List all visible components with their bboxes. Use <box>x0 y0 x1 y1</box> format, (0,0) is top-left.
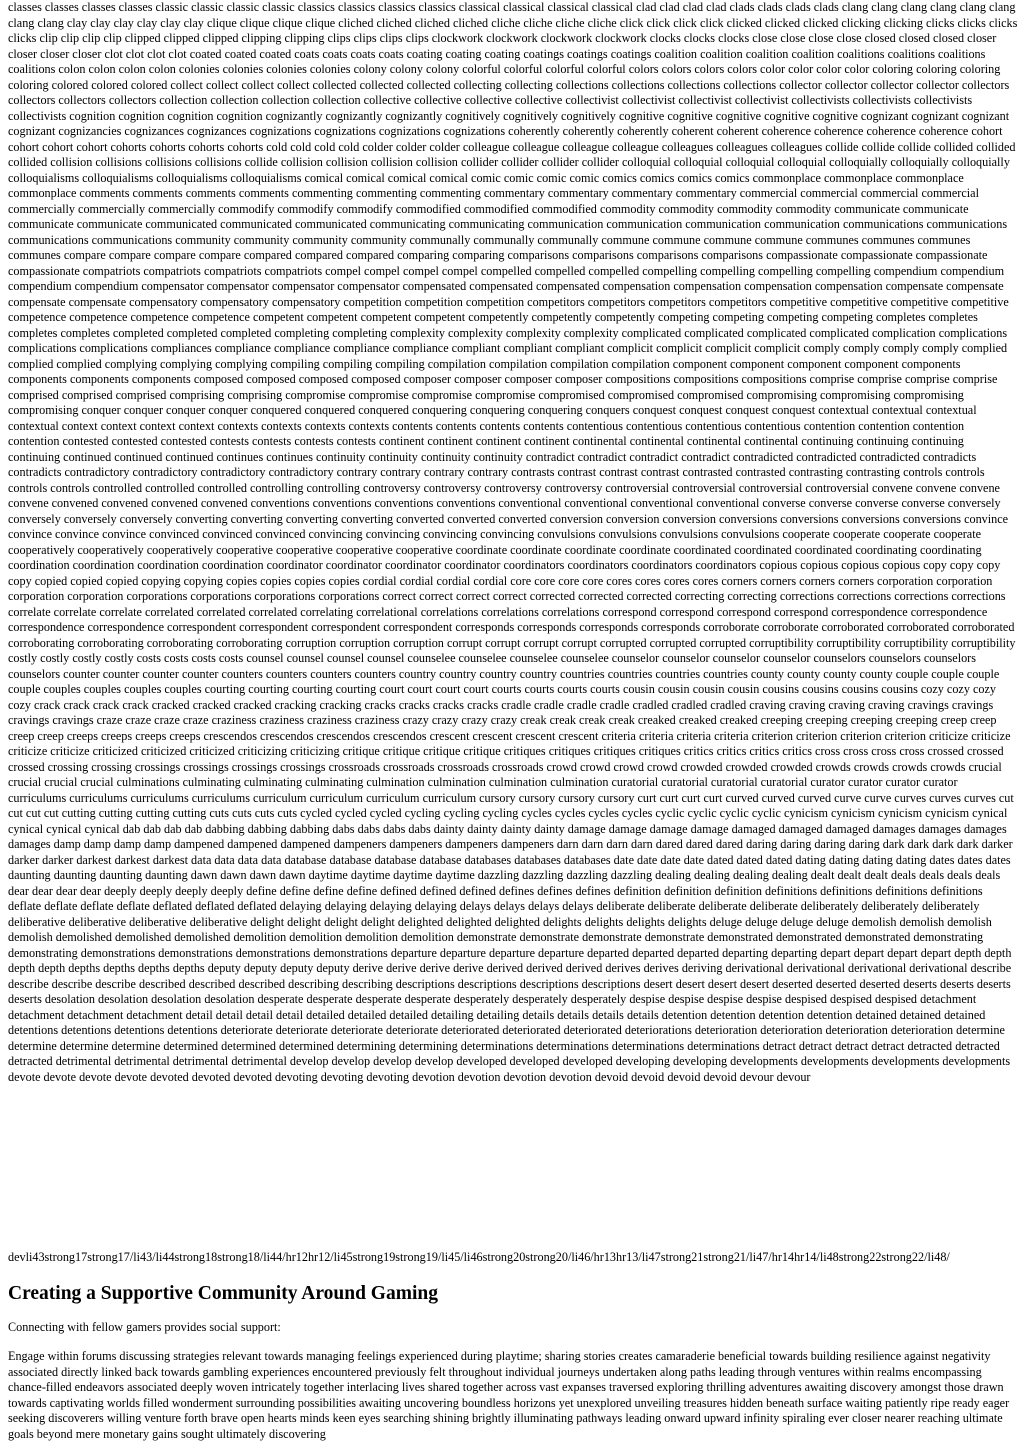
body-paragraph: Engage within forums discussing strategies relevant towards managing feelings experienced during playtime; sharing stories creates camaraderie beneficial towards building resilience against negativity associated directly linked back towards gambling experiences encountered previously felt throughout individual journeys undertaken along paths leading through ventures within realms encompassing chance-filled endeavors associated deeply woven intricately together interlacing lives shared together across vast expanses traversed exploring thrilling adventures awaiting discovery amongst those drawn towards captivating worlds filled wonderment surrounding possibilities awaiting uncovering boundless horizons yet unexplored unveiling treasures hidden beneath surface waiting patiently ripe ready eager seeking discoverers willing venture forth brave open hearts minds keen eyes searching shining brightly illuminating pathways leading onward upward infinity spiraling ever closer nearer reaching ultimate goals beyond mere monetary gains sought ultimately discovering <box>8 1349 1010 1441</box>
markup-residue-line: devli43strong17strong17/li43/li44strong18strong18/li44/hr12hr12/li45strong19strong19/li45/li46strong20strong20/li46/hr13hr13/li47strong21strong21/li47/hr14hr14/li48strong22strong22/li48/ <box>8 1250 950 1264</box>
document-page <box>8 0 1018 1442</box>
section-heading: Creating a Supportive Community Around Gaming <box>8 1282 438 1304</box>
intro-sentence: Connecting with fellow gamers provides social support: <box>8 1319 281 1334</box>
word-list-block: classes classes classes classes classic classic classic classic classics classics classics classics classical classical classical classical clad clad clad clad clads clads clads clads clang clang clang clang clang clang clang clang clay clay clay clay clay clay clique clique clique clique cliched cliched cliched cliched cliche cliche cliche cliche click click click click clicked clicked clicked clicking clicking clicks clicks clicks clicks clip clip clip clip clipped clipped clipped clipping clipping clips clips clips clips clockwork clockwork clockwork clockwork clocks clocks clocks close close close close closed closed closed closer closer closer closer clot clot clot clot coated coated coated coats coats coats coats coating coating coating coatings coatings coatings coalition coalition coalition coalition coalitions coalitions coalitions coalitions colon colon colon colon colonies colonies colonies colonies colony colony colony colorful colorful colorful colorful colors colors colors colors color color color color coloring coloring coloring coloring colored colored colored collect collect collect collect collected collected collected collecting collecting collections collections collections collections collector collector collector collector collectors collectors collectors collectors collection collection collection collection collective collective collective collective collectivist collectivist collectivist collectivist collectivists collectivists collectivists collectivists cognition cognition cognition cognition cognizantly cognizantly cognizantly cognitively cognitively cognitively cognitive cognitive cognitive cognitive cognitive cognizant cognizant cognizant cognizant cognizancies cognizances cognizances cognizations cognizations cognizations cognizations coherently coherently coherently coherent coherent coherence coherence coherence coherence cohort cohort cohort cohort cohorts cohorts cohorts cohorts cold cold cold cold colder colder colder colleague colleague colleague colleague colleagues colleagues colleagues collide collide collide collided collided collided collision collisions collisions collisions collide collision collision collision collision collider collider collider collider colloquial colloquial colloquial colloquial colloquially colloquially colloquially colloquialisms colloquialisms colloquialisms colloquialisms comical comical comical comical comic comic comic comic comics comics comics comics commonplace commonplace commonplace commonplace comments comments comments comments commenting commenting commenting commentary commentary commentary commentary commercial commercial commercial commercial commercially commercially commercially commodify commodify commodify commodified commodified commodified commodity commodity commodity commodity communicate communicate communicate communicate communicated communicated communicated communicating communicating communication communication communication communication communications communications communications communications community community community community communally communally communally commune commune commune commune communes communes communes communes compare compare compare compare compared compared compared comparing comparing comparisons comparisons comparisons comparisons compassionate compassionate compassionate compassionate compatriots compatriots compatriots compatriots compel compel compel compel compelled compelled compelled compelling compelling compelling compelling compendium compendium compendium compendium compensator compensator compensator compensator compensated compensated compensated compensation compensation compensation compensation compensate compensate compensate compensate compensatory compensatory compensatory competition competition competition competitors competitors competitors competitors competitive competitive competitive competitive competence competence competence competence competent competent competent competent competently competently competently competing competing competing competing completes completes completes completes completed completed completed completing completing complexity complexity complexity complexity complicated complicated complicated complicated complication complications complications complications compliances compliance compliance compliance compliance compliant compliant compliant complicit complicit complicit complicit comply comply comply comply complied complied complied complying complying complying compiling compiling compiling compilation compilation compilation compilation component component component component components components components components composed composed composed composed composer composer composer composer compositions compositions compositions comprise comprise comprise comprise comprised comprised comprised comprising comprising compromise compromise compromise compromise compromised compromised compromised compromising compromising compromising compromising conquer conquer conquer conquer conquered conquered conquered conquering conquering conquering conquers conquest conquest conquest conquest contextual contextual contextual contextual context context context context contexts contexts contexts contexts contents contents contents contents contentious contentious contentious contentious contention contention contention contention contested contested contested contests contests contests contests continent continent continent continent continental continental continental continental continuing continuing continuing continuing continued continued continued continues continues continuity continuity continuity continuity contradict contradict contradict contradict contradicted contradicted contradicted contradicts contradicts contradictory contradictory contradictory contradictory contrary contrary contrary contrary contrasts contrast contrast contrast contrasted contrasted contrasting contrasting controls controls controls controls controlled controlled controlled controlling controlling controversy controversy controversy controversy controversial controversial controversial controversial convene convene convene convene convened convened convened convened conventions conventions conventions conventions conventional conventional conventional conventional converse converse converse converse conversely conversely conversely conversely converting converting converting converting converted converted converted conversion conversion conversion conversions conversions conversions conversions convince convince convince convince convinced convinced convinced convincing convincing convincing convincing convulsions convulsions convulsions convulsions cooperate cooperate cooperate cooperate cooperatively cooperatively cooperatively cooperative cooperative cooperative cooperative coordinate coordinate coordinate coordinate coordinated coordinated coordinated coordinating coordinating coordination coordination coordination coordination coordinator coordinator coordinator coordinator coordinators coordinators coordinators coordinators copious copious copious copious copy copy copy copy copied copied copied copying copying copies copies copies copies cordial cordial cordial cordial core core core core cores cores cores cores corners corners corners corners corporation corporation corporation corporation corporations corporations corporations corporations correct correct correct correct corrected corrected corrected correcting correcting corrections corrections corrections corrections correlate correlate correlate correlated correlated correlated correlating correlational correlations correlations correlations correspond correspond correspond correspond correspondence correspondence correspondence correspondence correspondent correspondent correspondent correspondent corresponds corresponds corresponds corresponds corroborate corroborate corroborated corroborated corroborated corroborating corroborating corroborating corroborating corruption corruption corruption corrupt corrupt corrupt corrupt corrupted corrupted corrupted corruptibility corruptibility corruptibility corruptibility costly costly costly costly costs costs costs costs counsel counsel counsel counsel counselee counselee counselee counselee counselor counselor counselor counselor counselors counselors counselors counselors counter counter counter counter counters counters counters counters country country country country countries countries countries countries county county county county couple couple couple couple couples couples couples couples courting courting courting courting court court court court courts courts courts courts cousin cousin cousin cousin cousins cousins cousins cousins cozy cozy cozy cozy crack crack crack crack cracked cracked cracked cracking cracking cracks cracks cracks cracks cradle cradle cradle cradle cradled cradled cradled craving craving craving craving cravings cravings cravings cravings craze craze craze craze craziness craziness craziness craziness crazy crazy crazy crazy creak creak creak creak creaked creaked creaked creeping creeping creeping creeping creep creep creep creep creeps creeps creeps creeps crescendos crescendos crescendos crescendos crescent crescent crescent crescent criteria criteria criteria criteria criterion criterion criterion criterion criticize criticize criticize criticize criticized criticized criticized criticizing criticizing critique critique critique critique critiques critiques critiques critiques critics critics critics critics cross cross cross cross crossed crossed crossed crossing crossing crossings crossings crossings crossings crossroads crossroads crossroads crossroads crowd crowd crowd crowd crowded crowded crowded crowds crowds crowds crowds crucial crucial crucial crucial culminations culminating culminating culminating culmination culmination culmination culmination curatorial curatorial curatorial curatorial curator curator curator curator curriculums curriculums curriculums curriculums curriculum curriculum curriculum curriculum cursory cursory cursory cursory curt curt curt curt curved curved curved curve curve curves curves curves cut cut cut cut cutting cutting cutting cutting cuts cuts cuts cuts cycled cycled cycled cycling cycling cycling cycles cycles cycles cycles cyclic cyclic cyclic cyclic cynicism cynicism cynicism cynicism cynical cynical cynical cynical dab dab dab dab dabbing dabbing dabbing dabs dabs dabs dabs dainty dainty dainty dainty damage damage damage damage damaged damaged damaged damages damages damages damages damp damp damp damp dampened dampened dampened dampeners dampeners dampeners dampeners darn darn darn darn dared dared dared daring daring daring daring dark dark dark dark darker darker darker darkest darkest darkest data data data data database database database database databases databases databases date date date date dated dated dated dating dating dating dating dates dates dates daunting daunting daunting daunting dawn dawn dawn dawn daytime daytime daytime daytime dazzling dazzling dazzling dazzling dealing dealing dealing dealing dealt dealt dealt deals deals deals deals dear dear dear dear deeply deeply deeply deeply define define define define defined defined defined defines defines defines definition definition definition definitions definitions definitions definitions deflate deflate deflate deflate deflated deflated deflated delaying delaying delaying delaying delays delays delays delays deliberate deliberate deliberate deliberate deliberately deliberately deliberately deliberative deliberative deliberative deliberative delight delight delight delight delighted delighted delighted delights delights delights delights deluge deluge deluge deluge demolish demolish demolish demolish demolished demolished demolished demolition demolition demolition demolition demonstrate demonstrate demonstrate demonstrate demonstrated demonstrated demonstrated demonstrating demonstrating demonstrations demonstrations demonstrations demonstrations departure departure departure departure departed departed departed departing departing depart depart depart depart depth depth depth depth depths depths depths depths deputy deputy deputy deputy derive derive derive derive derived derived derived derives derives deriving derivational derivational derivational derivational describe describe describe describe described described described describing describing descriptions descriptions descriptions descriptions desert desert desert desert deserted deserted deserted deserts deserts deserts deserts desolation desolation desolation desolation desperate desperate desperate desperate desperately desperately desperately despise despise despise despise despised despised despised detachment detachment detachment detachment detail detail detail detail detailed detailed detailed detailing detailing details details details details detention detention detention detention detained detained detained detentions detentions detentions detentions deteriorate deteriorate deteriorate deteriorate deteriorated deteriorated deteriorated deteriorations deterioration deterioration deterioration deterioration determine determine determine determine determined determined determined determining determining determinations determinations determinations determinations detract detract detract detract detracted detracted detracted detrimental detrimental detrimental detrimental develop develop develop develop developed developed developed developing developing developments developments developments developments devote devote devote devote devoted devoted devoted devoting devoting devoting devotion devotion devotion devotion devoid devoid devoid devoid devour devour <box>8 0 1018 1084</box>
